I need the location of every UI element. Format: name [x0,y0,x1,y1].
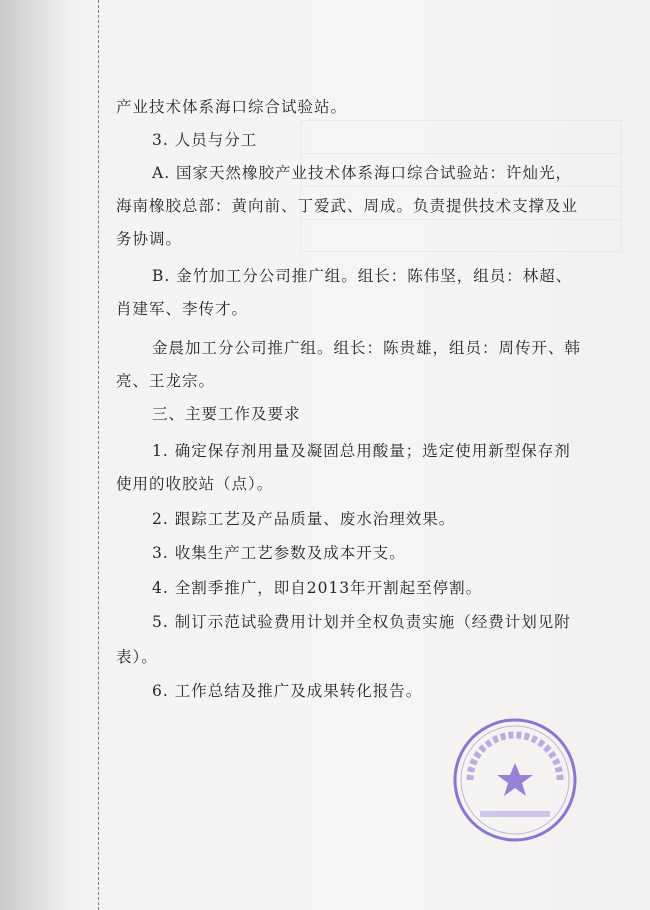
text-line-13: 2. 跟踪工艺及产品质量、废水治理效果。 [152,510,456,528]
text-line-9: 亮、王龙宗。 [116,372,216,390]
text-line-4: 海南橡胶总部：黄向前、丁爱武、周成。负责提供技术支撑及业 [116,197,579,215]
text-line-14: 3. 收集生产工艺参数及成本开支。 [152,544,406,562]
binding-shadow [0,0,70,910]
text-line-18: 6. 工作总结及推广及成果转化报告。 [152,682,423,700]
text-line-11: 1. 确定保存剂用量及凝固总用酸量；选定使用新型保存剂 [152,442,571,460]
text-line-12: 使用的收胶站（点）。 [116,475,274,493]
text-line-5: 务协调。 [116,230,183,248]
section-heading-tasks: 三、主要工作及要求 [152,405,301,423]
text-line-15: 4. 全割季推广，即自2013年开割起至停割。 [152,579,483,597]
official-seal-icon [450,715,580,845]
text-line-7: 肖建军、李传才。 [116,300,249,318]
binding-line [98,0,100,910]
text-line-16: 5. 制订示范试验费用计划并全权负责实施（经费计划见附 [152,613,571,631]
text-line-17: 表）。 [116,648,158,666]
text-line-8: 金晨加工分公司推广组。组长：陈贵雄，组员：周传开、韩 [152,339,582,357]
text-line-1: 产业技术体系海口综合试验站。 [116,98,348,116]
text-line-3: A. 国家天然橡胶产业技术体系海口综合试验站：许灿光， [152,164,573,182]
section-heading-staff: 3. 人员与分工 [152,131,258,149]
text-line-6: B. 金竹加工分公司推广组。组长：陈伟坚，组员：林超、 [152,267,573,285]
bleed-through-table [300,120,622,252]
